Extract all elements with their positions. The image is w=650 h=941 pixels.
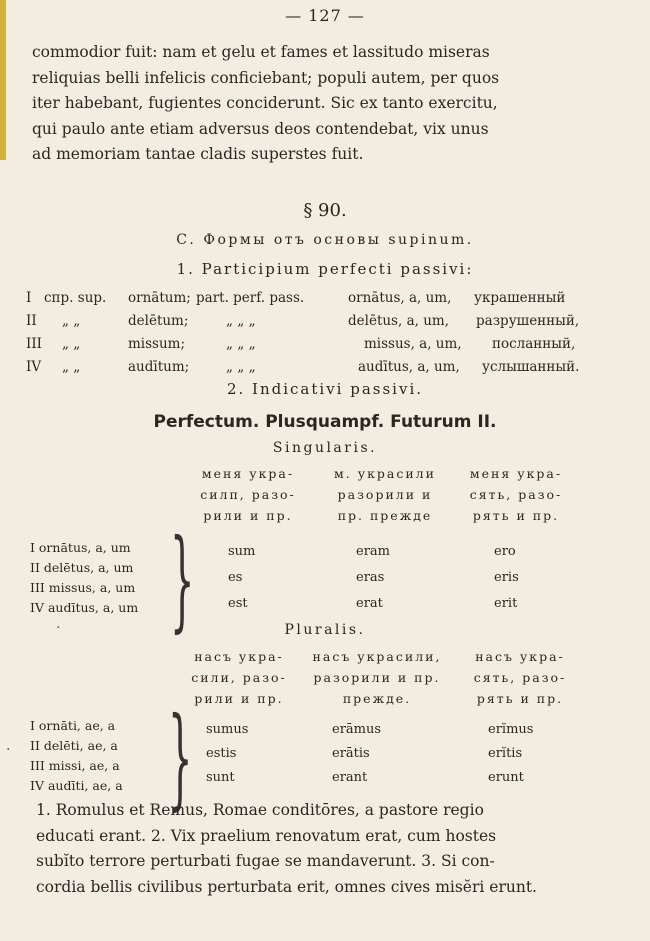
- form-sunt: sunt: [206, 770, 235, 785]
- form-est: est: [228, 596, 248, 611]
- gloss-line: меня укра-: [201, 466, 295, 481]
- stem-line: I ornātus, a, um: [30, 540, 131, 555]
- supine-form: ornātum;: [128, 290, 191, 306]
- brace: }: [168, 693, 193, 821]
- form-sum: sum: [228, 544, 256, 559]
- participle-label: „ „ „: [226, 336, 256, 352]
- gloss-line: меня укра-: [469, 466, 563, 481]
- gloss-line: м. украсили: [334, 466, 436, 481]
- stem-line: IV audīti, ae, a: [30, 778, 123, 793]
- heading-participium: 1. Participium perfecti passivi:: [176, 260, 474, 278]
- participle-form: ornātus, a, um,: [348, 290, 452, 306]
- gloss-perfectum: [178, 463, 318, 526]
- stem-line: III missi, ae, a: [30, 758, 120, 773]
- gloss-line: насъ укра-: [194, 649, 284, 664]
- text-line: iter habebant, fugientes conciderunt. Sic ex tanto exercitu,: [32, 94, 498, 112]
- row-lead: „ „: [62, 359, 81, 375]
- text-line: reliquias belli infelicis conficiebant; populi autem, per quos: [32, 68, 500, 87]
- row-lead: спр. sup.: [44, 290, 107, 306]
- gloss-line: сили, разо-: [191, 670, 287, 685]
- form-ero: ero: [494, 544, 516, 559]
- tense-heading: Perfectum. Plusquampf. Futurum II.: [153, 412, 497, 432]
- participle-gloss: разрушенный,: [476, 313, 580, 329]
- form-eram: eram: [356, 544, 390, 559]
- gloss-line: рили и пр.: [203, 508, 293, 523]
- gloss-line: разорили и: [337, 487, 433, 502]
- text-line: 1. Romulus et Remus, Romae conditōres, a pastore regio: [36, 801, 484, 819]
- participle-form: delētus, a, um,: [348, 313, 449, 329]
- form-eratis: erātis: [332, 746, 370, 761]
- gloss-line: насъ украсили,: [312, 649, 442, 664]
- row-lead: „ „: [62, 336, 81, 352]
- participle-label: „ „ „: [226, 359, 256, 375]
- gloss-line: силп, разо-: [200, 487, 296, 502]
- gloss-plusquamperfectum: [310, 463, 460, 526]
- form-eritis: erĭtis: [488, 746, 523, 761]
- print-speck: ·: [6, 742, 11, 758]
- exercise-paragraph: [36, 798, 592, 900]
- singularis-label: Singularis.: [272, 440, 378, 456]
- participle-label: „ „ „: [226, 313, 256, 329]
- gloss-futurum: [446, 463, 586, 526]
- text-line: educati erant. 2. Vix praelium renovatum erat, cum hostes: [36, 826, 497, 845]
- gloss-line: рять и пр.: [472, 508, 560, 523]
- participle-gloss: украшенный: [474, 290, 566, 306]
- row-numeral: III: [26, 336, 42, 352]
- form-estis: estis: [206, 746, 237, 761]
- participle-gloss: посланный,: [492, 336, 576, 352]
- form-es: es: [228, 570, 243, 585]
- gloss-line: сять, разо-: [469, 487, 563, 502]
- stem-line: III missus, a, um: [30, 580, 136, 595]
- form-erit: erit: [494, 596, 518, 611]
- form-erimus: erĭmus: [488, 722, 534, 737]
- heading-c: С. Формы отъ основы supinum.: [176, 232, 474, 248]
- form-eramus: erāmus: [332, 722, 382, 737]
- stem-line: IV audītus, a, um: [30, 600, 139, 615]
- gloss-futurum: [450, 646, 590, 709]
- gloss-line: пр. прежде: [337, 508, 433, 523]
- text-line: cordia bellis civilibus perturbata erit, omnes cives misĕri erunt.: [36, 877, 537, 896]
- stem-list-singular: [30, 538, 138, 618]
- form-erant: erant: [332, 770, 368, 785]
- brace: }: [170, 515, 195, 643]
- stem-line: II delēti, ae, a: [30, 738, 118, 753]
- text-line: ad memoriam tantae cladis superstes fuit.: [32, 145, 364, 163]
- row-numeral: IV: [26, 359, 42, 375]
- row-numeral: II: [26, 313, 37, 329]
- intro-paragraph: [32, 40, 592, 168]
- participle-label: part. perf. pass.: [196, 290, 305, 306]
- gloss-line: сять, разо-: [473, 670, 567, 685]
- text-line: commodior fuit: nam et gelu et fames et lassitudo miseras: [32, 43, 490, 61]
- supine-form: audītum;: [128, 359, 190, 375]
- stem-list-plural: [30, 716, 123, 796]
- participle-form: audītus, a, um,: [358, 359, 460, 375]
- form-erunt: erunt: [488, 770, 524, 785]
- gloss-line: рили и пр.: [194, 691, 284, 706]
- stem-line: II delētus, a, um: [30, 560, 134, 575]
- participle-form: missus, a, um,: [364, 336, 462, 352]
- page-number: — 127 —: [285, 6, 365, 25]
- section-number: § 90.: [303, 200, 347, 221]
- supine-form: missum;: [128, 336, 186, 352]
- print-speck: ·: [56, 620, 61, 636]
- participle-gloss: услышанный.: [482, 359, 580, 375]
- form-eris: eris: [494, 570, 519, 585]
- row-lead: „ „: [62, 313, 81, 329]
- gloss-line: прежде.: [342, 691, 412, 706]
- row-numeral: I: [26, 290, 32, 306]
- gloss-line: насъ укра-: [475, 649, 565, 664]
- gloss-line: рять и пр.: [476, 691, 564, 706]
- heading-indicativi: 2. Indicativi passivi.: [226, 380, 424, 398]
- gloss-plusquamperfectum: [292, 646, 462, 709]
- gloss-line: разорили и пр.: [313, 670, 441, 685]
- stem-line: I ornāti, ae, a: [30, 718, 116, 733]
- form-eras: eras: [356, 570, 385, 585]
- text-line: qui paulo ante etiam adversus deos contendebat, vix unus: [32, 119, 489, 138]
- form-sumus: sumus: [206, 722, 249, 737]
- supine-form: delētum;: [128, 313, 189, 329]
- pluralis-label: Pluralis.: [284, 622, 366, 638]
- form-erat: erat: [356, 596, 383, 611]
- text-line: subĭto terrore perturbati fugae se mandaverunt. 3. Si con-: [36, 852, 495, 870]
